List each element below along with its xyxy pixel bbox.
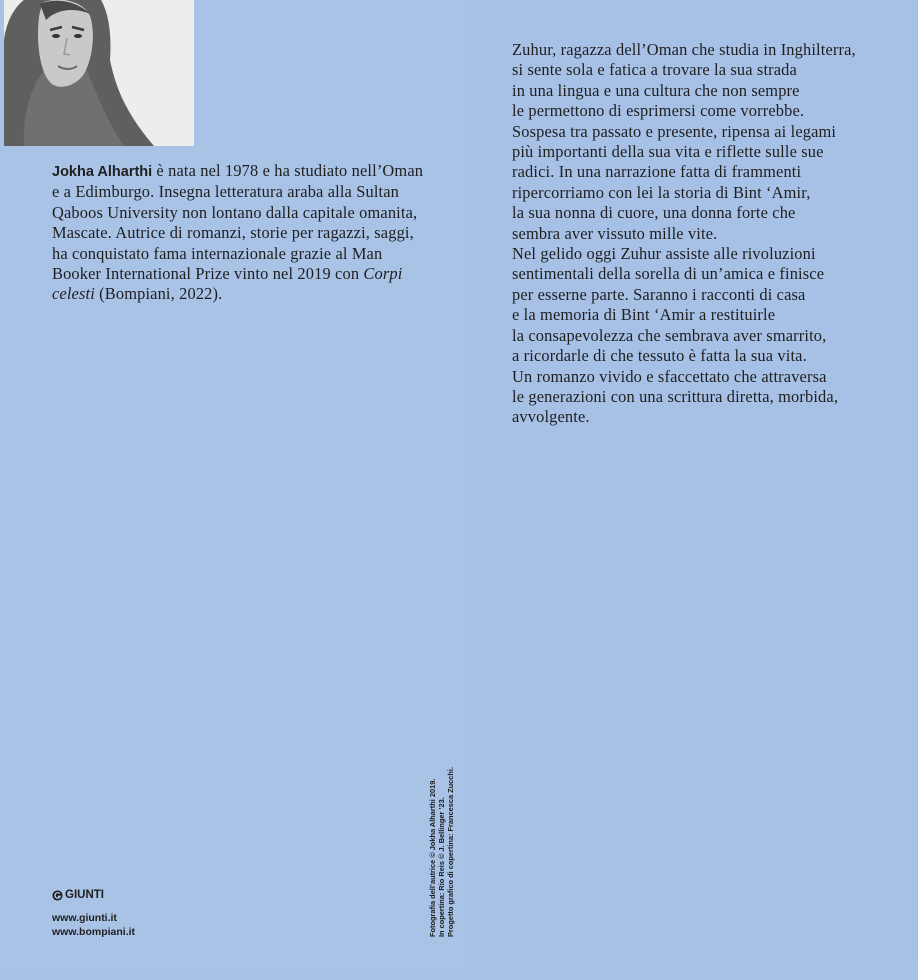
- book-synopsis: [512, 40, 884, 428]
- synopsis-line: sentimentali della sorella di un’amica e finisce: [512, 264, 825, 284]
- credits-vertical-text: [425, 765, 465, 940]
- credit-line-cover: In copertina: Rio Reis © J. Bellinger ’23.: [437, 797, 446, 937]
- synopsis-line: ripercorriamo con lei la storia di Bint ‘Amir,: [512, 182, 811, 202]
- synopsis-line: la sua nonna di cuore, una donna forte che: [512, 203, 796, 223]
- publisher-logo: [52, 888, 104, 902]
- synopsis-line: e la memoria di Bint ‘Amir a restituirle: [512, 305, 776, 325]
- synopsis-line: a ricordarle di che tessuto è fatta la sua vita.: [512, 346, 807, 366]
- synopsis-line: le permettono di esprimersi come vorrebbe.: [512, 101, 805, 121]
- synopsis-line: sembra aver vissuto mille vite.: [512, 223, 718, 243]
- author-bio: [52, 161, 424, 305]
- credit-line-design: Progetto grafico di copertina: Francesca Zucchi.: [446, 766, 455, 937]
- website-giunti: www.giunti.it: [52, 912, 117, 924]
- author-bio-book-title: Corpi celesti: [52, 264, 403, 304]
- giunti-g-logo-icon: [52, 890, 63, 901]
- synopsis-line: avvolgente.: [512, 407, 590, 427]
- synopsis-line: più importanti della sua vita e riflette sulle sue: [512, 142, 824, 162]
- publisher-websites: [52, 912, 135, 939]
- synopsis-line: le generazioni con una scrittura diretta, morbida,: [512, 386, 839, 406]
- synopsis-line: Un romanzo vivido e sfaccettato che attraversa: [512, 366, 827, 386]
- publisher-logo-text: GIUNTI: [65, 889, 104, 901]
- synopsis-line: Zuhur, ragazza dell’Oman che studia in Inghilterra,: [512, 40, 856, 59]
- author-name: Jokha Alharthi: [52, 164, 153, 180]
- author-photo: [4, 0, 194, 146]
- credits-block: [425, 765, 465, 940]
- synopsis-line: Sospesa tra passato e presente, ripensa ai legami: [512, 121, 837, 141]
- synopsis-line: si sente sola e fatica a trovare la sua strada: [512, 60, 797, 80]
- synopsis-line: la consapevolezza che sembrava aver smarrito,: [512, 325, 827, 345]
- bottom-edge: [0, 966, 918, 980]
- website-bompiani: www.bompiani.it: [52, 925, 136, 938]
- synopsis-line: Nel gelido oggi Zuhur assiste alle rivoluzioni: [512, 244, 816, 264]
- credit-line-photo: Fotografia dell’autrice © Jokha Alharthi 2019.: [428, 778, 437, 937]
- synopsis-line: radici. In una narrazione fatta di frammenti: [512, 162, 802, 182]
- author-bio-publisher: (Bompiani, 2022).: [94, 284, 223, 304]
- author-bio-text: è nata nel 1978 e ha studiato nell’Oman e a Edimburgo. Insegna letteratura araba alla Sultan Qaboos University non lontano dalla capitale omanita, Mascate. Autrice di romanzi, storie per ragazzi, saggi, ha conquistato fama internazionale grazie al Man Booker International Prize vinto nel 2019 con: [52, 161, 424, 284]
- synopsis-line: in una lingua e una cultura che non sempre: [512, 80, 800, 100]
- synopsis-line: per esserne parte. Saranno i racconti di casa: [512, 284, 806, 304]
- author-portrait-image: [4, 0, 194, 146]
